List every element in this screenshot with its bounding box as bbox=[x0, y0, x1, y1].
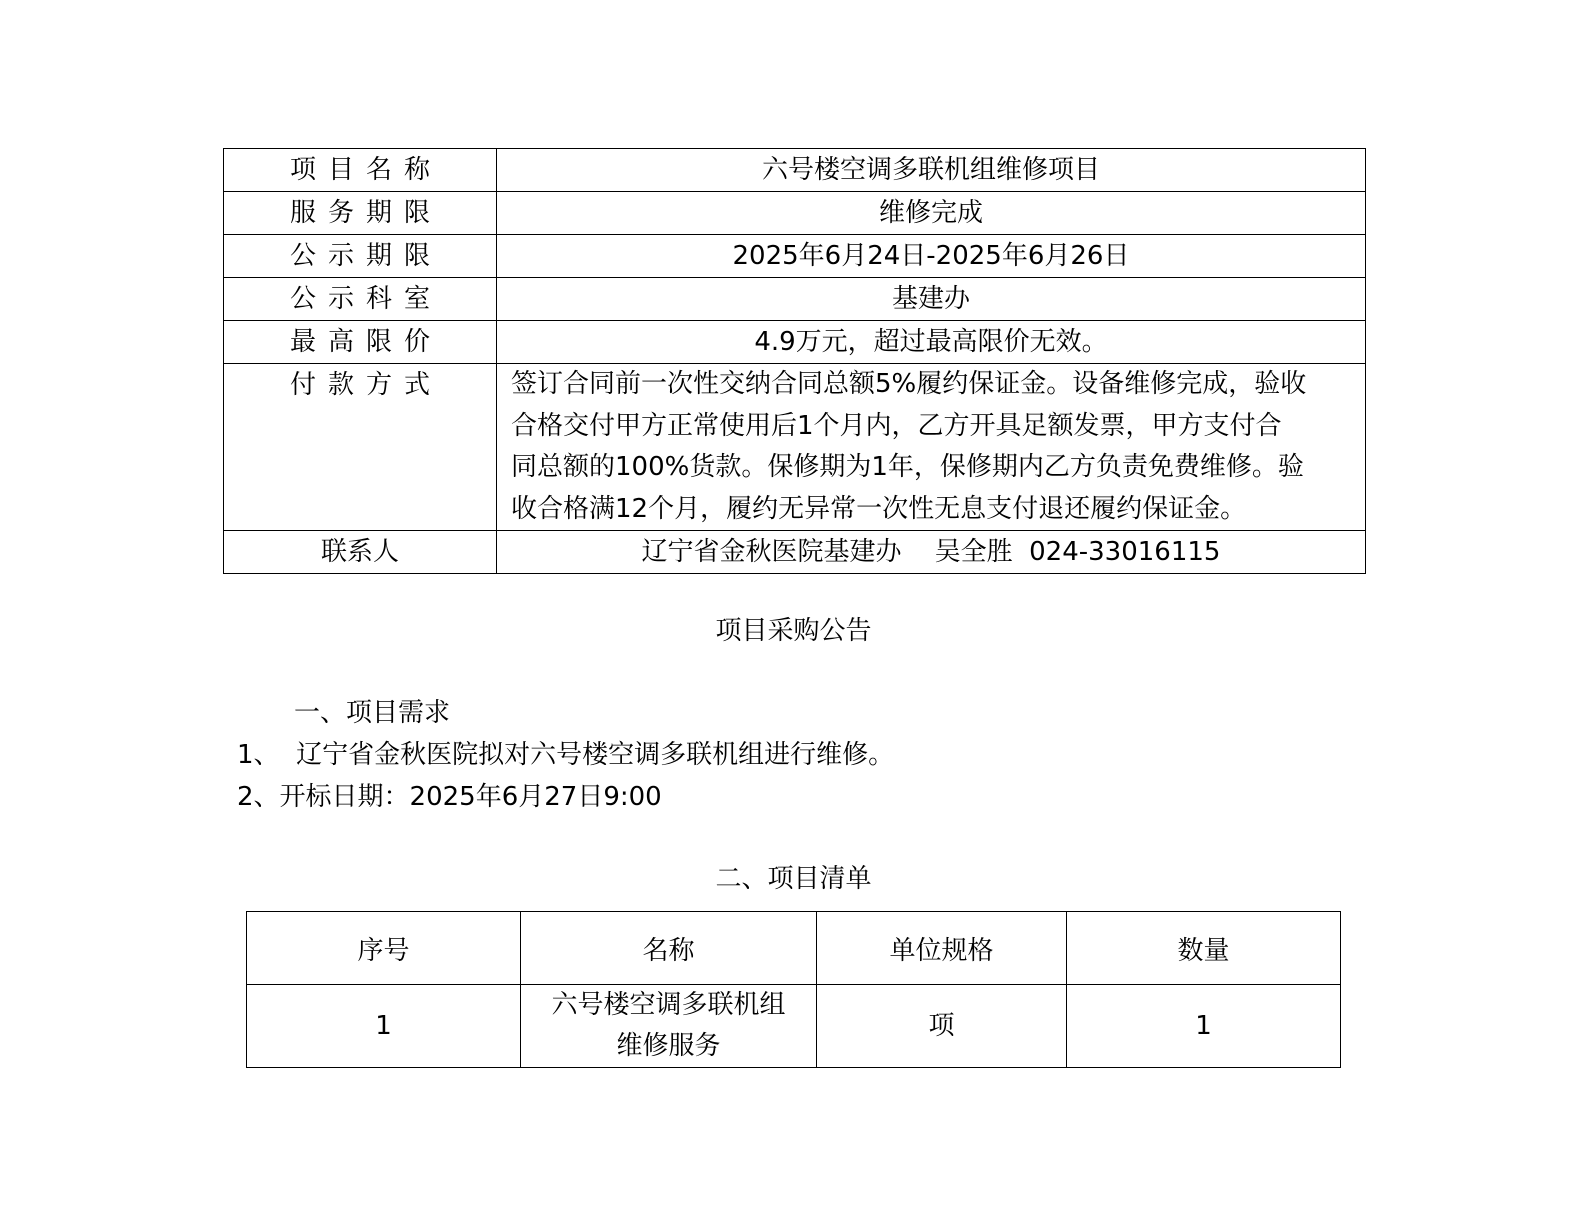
info-row-contact bbox=[224, 531, 1366, 574]
info-label: 项目名称 bbox=[224, 149, 497, 192]
project-info-table bbox=[223, 148, 1366, 574]
info-row-payment-method bbox=[224, 364, 1366, 531]
section1-heading: 一、项目需求 bbox=[294, 698, 451, 728]
payment-line: 收合格满12个月，履约无异常一次性无息支付退还履约保证金。 bbox=[511, 493, 1247, 524]
info-label: 付款方式 bbox=[224, 364, 497, 531]
info-value-payment bbox=[497, 364, 1366, 531]
payment-line: 签订合同前一次性交纳合同总额5%履约保证金。设备维修完成，验收 bbox=[511, 369, 1307, 399]
info-value: 4.9万元，超过最高限价无效。 bbox=[497, 321, 1366, 364]
info-value: 辽宁省金秋医院基建办 吴全胜 024-33016115 bbox=[497, 531, 1366, 574]
payment-line: 合格交付甲方正常使用后1个月内，乙方开具足额发票，甲方支付合 bbox=[511, 410, 1282, 441]
info-label: 最高限价 bbox=[224, 321, 497, 364]
table-row bbox=[247, 985, 1341, 1068]
info-row-project-name bbox=[224, 149, 1366, 192]
list-header-row bbox=[247, 912, 1341, 985]
header-unit: 单位规格 bbox=[817, 912, 1067, 985]
info-value: 2025年6月24日-2025年6月26日 bbox=[497, 235, 1366, 278]
header-index: 序号 bbox=[247, 912, 521, 985]
info-value: 维修完成 bbox=[497, 192, 1366, 235]
cell-index: 1 bbox=[247, 985, 521, 1068]
payment-line: 同总额的100%货款。保修期为1年，保修期内乙方负责免费维修。验 bbox=[511, 452, 1304, 482]
project-list-table bbox=[246, 911, 1341, 1068]
header-name: 名称 bbox=[521, 912, 817, 985]
info-label: 联系人 bbox=[224, 531, 497, 574]
info-label: 公示科室 bbox=[224, 278, 497, 321]
info-row-service-period bbox=[224, 192, 1366, 235]
header-quantity: 数量 bbox=[1067, 912, 1341, 985]
info-row-publicity-period bbox=[224, 235, 1366, 278]
info-value: 六号楼空调多联机组维修项目 bbox=[497, 149, 1366, 192]
announcement-title: 项目采购公告 bbox=[715, 616, 872, 646]
info-label: 公示期限 bbox=[224, 235, 497, 278]
info-row-max-price bbox=[224, 321, 1366, 364]
section2-heading: 二、项目清单 bbox=[715, 864, 872, 894]
cell-unit: 项 bbox=[817, 985, 1067, 1068]
requirement-item-2: 2、开标日期：2025年6月27日9:00 bbox=[237, 782, 662, 812]
info-label: 服务期限 bbox=[224, 192, 497, 235]
requirement-item-1: 1、 辽宁省金秋医院拟对六号楼空调多联机组进行维修。 bbox=[237, 740, 895, 770]
cell-name-line: 维修服务 bbox=[616, 1031, 721, 1061]
cell-quantity: 1 bbox=[1067, 985, 1341, 1068]
cell-name bbox=[521, 985, 817, 1068]
info-row-department bbox=[224, 278, 1366, 321]
info-value: 基建办 bbox=[497, 278, 1366, 321]
cell-name-line: 六号楼空调多联机组 bbox=[551, 990, 786, 1020]
